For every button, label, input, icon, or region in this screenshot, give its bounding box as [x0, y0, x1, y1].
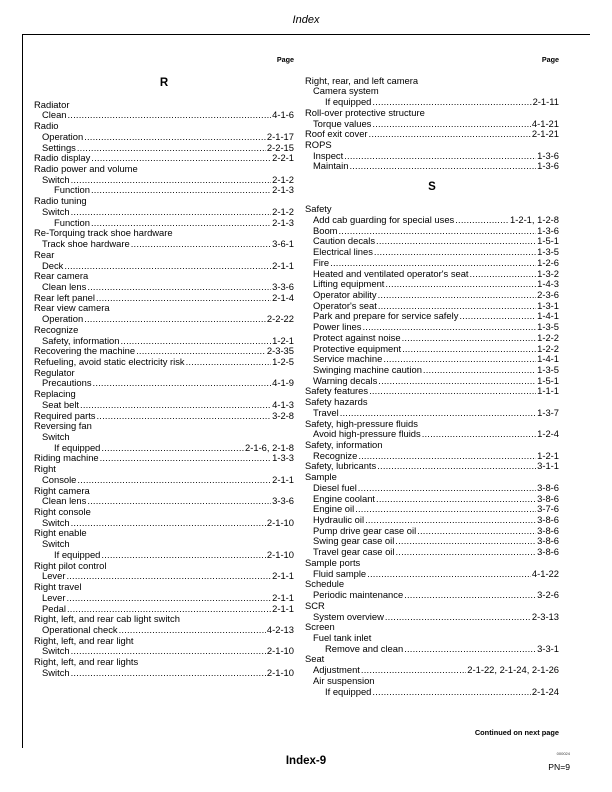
section-letter: R: [159, 76, 169, 89]
dot-leader: [68, 110, 272, 121]
index-term: Safety, information: [305, 439, 383, 450]
index-term: Re-Torquing track shoe hardware: [34, 227, 173, 239]
dot-leader: [340, 408, 536, 419]
dot-leader: [417, 526, 536, 537]
dot-leader: [378, 376, 536, 387]
index-term: Regulator: [34, 366, 75, 378]
index-entry: [34, 100, 294, 111]
index-entry: [305, 408, 559, 419]
index-term: Riding machine: [34, 452, 99, 464]
index-term: Seat: [305, 653, 325, 665]
page-reference: 2-1-3: [272, 184, 294, 196]
page-reference: 1-5-1: [537, 374, 559, 386]
dot-leader: [378, 290, 537, 301]
index-entry: [305, 590, 559, 601]
index-term: Camera system: [313, 85, 379, 97]
dot-leader: [377, 461, 536, 472]
page-reference: 1-3-5: [537, 321, 559, 333]
index-term: Clean lens: [42, 495, 87, 507]
index-term: Right pilot control: [34, 559, 107, 571]
index-entry: [34, 582, 294, 593]
index-term: Radio: [34, 120, 59, 132]
index-entry: [305, 483, 559, 494]
page-reference: 4-1-6: [272, 109, 294, 121]
index-term: Operator's seat: [313, 299, 377, 311]
page-reference: 2-1-24: [531, 685, 559, 697]
index-term: Switch: [42, 666, 70, 678]
dot-leader: [84, 132, 266, 143]
index-term: Avoid high-pressure fluids: [313, 428, 421, 440]
dot-leader: [372, 687, 530, 698]
index-term: Replacing: [34, 388, 76, 400]
page-reference: 1-2-1: [537, 449, 559, 461]
index-term: Operator ability: [313, 288, 377, 300]
index-entry: [305, 397, 559, 408]
dot-leader: [404, 644, 536, 655]
page-reference: 2-2-15: [266, 141, 294, 153]
index-term: Recognize: [313, 449, 358, 461]
index-term: Track shoe hardware: [42, 238, 130, 250]
index-term: Safety: [305, 203, 332, 215]
dot-leader: [372, 119, 531, 130]
index-entry: [305, 129, 559, 140]
page-reference: 1-2-2: [537, 342, 559, 354]
index-term: Radiator: [34, 98, 70, 110]
index-term: Fluid sample: [313, 567, 367, 579]
index-term: Protective equipment: [313, 342, 402, 354]
index-entry: [34, 196, 294, 207]
index-entry: [34, 593, 294, 604]
dot-leader: [64, 261, 271, 272]
index-term: Right travel: [34, 581, 82, 593]
dot-leader: [131, 239, 271, 250]
dot-leader: [376, 494, 536, 505]
index-entry: [305, 108, 559, 119]
dot-leader: [77, 143, 266, 154]
dot-leader: [459, 311, 536, 322]
index-term: Electrical lines: [313, 246, 373, 258]
index-entry: [34, 400, 294, 411]
pn-number: PN=9: [548, 762, 570, 772]
index-term: Right enable: [34, 527, 87, 539]
index-term: System overview: [313, 610, 384, 622]
page-reference: 2-1-21: [531, 128, 559, 140]
index-term: Rear: [34, 248, 55, 260]
dot-leader: [404, 590, 536, 601]
dot-leader: [71, 207, 271, 218]
index-term: Operational check: [42, 623, 118, 635]
dot-leader: [423, 365, 536, 376]
index-term: If equipped: [325, 685, 372, 697]
index-term: Engine oil: [313, 503, 355, 515]
page-reference: 1-3-6: [537, 149, 559, 161]
index-term: Radio display: [34, 152, 91, 164]
dot-leader: [358, 483, 536, 494]
index-entry: [34, 421, 294, 432]
dot-leader: [91, 185, 271, 196]
dot-leader: [349, 161, 536, 172]
page-reference: 4-1-3: [272, 398, 294, 410]
index-term: Rear left panel: [34, 291, 95, 303]
page-reference: 1-2-1: [272, 334, 294, 346]
index-entry: [305, 612, 559, 623]
document-code: 000024: [556, 751, 570, 756]
index-entries: [34, 100, 294, 679]
index-term: Air suspension: [313, 674, 375, 686]
index-term: Safety, high-pressure fluids: [305, 417, 418, 429]
index-term: Warning decals: [313, 374, 378, 386]
index-entry: [305, 215, 559, 226]
page-reference: 4-2-13: [266, 623, 294, 635]
dot-leader: [77, 475, 271, 486]
index-term: Power lines: [313, 321, 362, 333]
page-reference: 2-1-1: [272, 259, 294, 271]
index-entry: [305, 461, 559, 472]
index-term: Deck: [42, 259, 64, 271]
dot-leader: [422, 429, 536, 440]
index-entry: [34, 507, 294, 518]
page-reference: 2-1-10: [266, 516, 294, 528]
index-term: Safety hazards: [305, 396, 368, 408]
index-entry: [34, 453, 294, 464]
index-term: Remove and clean: [325, 642, 404, 654]
index-term: Switch: [42, 431, 70, 442]
index-term: Lifting equipment: [313, 278, 385, 290]
index-term: Sample ports: [305, 556, 361, 568]
page-reference: 4-1-22: [531, 567, 559, 579]
index-term: Hydraulic oil: [313, 514, 365, 526]
page-column-label: Page: [541, 55, 559, 64]
index-term: Lever: [42, 570, 66, 582]
index-term: ROPS: [305, 139, 332, 151]
index-term: Swinging machine caution: [313, 363, 422, 375]
dot-leader: [470, 269, 537, 280]
index-term: Safety, lubricants: [305, 460, 377, 472]
index-term: Adjustment: [313, 664, 360, 676]
dot-leader: [66, 593, 271, 604]
index-entries: [305, 76, 559, 172]
index-entry: [34, 164, 294, 175]
dot-leader: [374, 247, 536, 258]
index-entry: [34, 132, 294, 143]
index-term: Precautions: [42, 377, 92, 389]
page-reference: 2-1-1: [272, 591, 294, 603]
index-term: Swing gear case oil: [313, 535, 395, 547]
page-reference: 3-7-6: [537, 503, 559, 515]
dot-leader: [402, 333, 537, 344]
page-reference: 4-1-9: [272, 377, 294, 389]
dot-leader: [376, 236, 536, 247]
index-term: Diesel fuel: [313, 481, 357, 493]
index-entry: [305, 247, 559, 258]
page-reference: 3-8-6: [537, 481, 559, 493]
index-term: Right, left, and rear cab light switch: [34, 613, 180, 625]
page-reference: 1-3-5: [537, 363, 559, 375]
index-term: Operation: [42, 313, 84, 325]
page-reference: 1-3-6: [537, 224, 559, 236]
dot-leader: [71, 668, 266, 679]
index-term: Roll-over protective structure: [305, 106, 425, 118]
page-reference: 2-3-6: [537, 288, 559, 300]
index-term: Refueling, avoid static electricity risk: [34, 355, 185, 367]
page-reference: 2-1-10: [266, 666, 294, 678]
index-term: Boom: [313, 224, 338, 236]
continued-note: Continued on next page: [474, 728, 559, 737]
index-entry: [305, 687, 559, 698]
index-term: Torque values: [313, 117, 372, 129]
page-reference: 2-1-17: [266, 130, 294, 142]
page-reference: 3-3-1: [537, 642, 559, 654]
index-term: Maintain: [313, 160, 349, 172]
dot-leader: [344, 151, 536, 162]
dot-leader: [87, 496, 271, 507]
index-term: Heated and ventilated operator's seat: [313, 267, 469, 279]
index-term: If equipped: [54, 548, 101, 560]
page-reference: 2-1-10: [266, 645, 294, 657]
index-term: Clean lens: [42, 280, 87, 292]
page-reference: 3-3-6: [272, 495, 294, 507]
index-term: Function: [54, 216, 90, 228]
index-term: Right camera: [34, 484, 90, 496]
index-term: Switch: [42, 173, 70, 185]
page-reference: 3-8-6: [537, 524, 559, 536]
header-rule: [22, 34, 590, 35]
index-term: Recovering the machine: [34, 345, 136, 357]
index-term: Recognize: [34, 323, 79, 335]
index-term: Schedule: [305, 578, 345, 590]
page-reference: 1-5-1: [537, 235, 559, 247]
index-entry: [305, 258, 559, 269]
page-reference: 2-2-1: [272, 152, 294, 164]
page-reference: 1-3-1: [537, 299, 559, 311]
page-reference: 1-2-6: [537, 256, 559, 268]
index-term: Travel gear case oil: [313, 546, 395, 558]
index-term: Settings: [42, 141, 76, 153]
dot-leader: [100, 453, 271, 464]
dot-leader: [330, 258, 536, 269]
dot-leader: [96, 293, 271, 304]
page-reference: 3-2-8: [272, 409, 294, 421]
index-term: Radio power and volume: [34, 163, 138, 175]
index-term: Fire: [313, 256, 330, 268]
index-entry: [305, 676, 559, 687]
dot-leader: [358, 451, 536, 462]
page-reference: 2-1-1: [272, 473, 294, 485]
dot-leader: [455, 215, 509, 226]
page-reference: 2-1-22, 2-1-24, 2-1-26: [467, 664, 559, 676]
index-term: Right console: [34, 506, 91, 518]
index-term: Right: [34, 463, 56, 475]
index-entry: [305, 161, 559, 172]
index-term: Sample: [305, 471, 337, 483]
index-entry: [305, 140, 559, 151]
page-reference: 1-3-5: [537, 246, 559, 258]
index-term: Engine coolant: [313, 492, 376, 504]
page-reference: 3-8-6: [537, 514, 559, 526]
page-reference: 3-8-6: [537, 546, 559, 558]
page-reference: 3-6-1: [272, 238, 294, 250]
dot-leader: [101, 443, 244, 454]
index-entry: [34, 657, 294, 668]
page-reference: 3-1-1: [537, 460, 559, 472]
page-reference: 1-3-3: [272, 452, 294, 464]
page-reference: 2-1-11: [532, 96, 559, 108]
page-column-label: Page: [276, 55, 294, 64]
index-term: SCR: [305, 599, 325, 611]
index-term: Rear camera: [34, 270, 89, 282]
left-margin-rule: [22, 34, 23, 748]
page-reference: 2-1-1: [272, 570, 294, 582]
page-reference: 1-2-4: [537, 428, 559, 440]
page-reference: 1-4-1: [537, 310, 559, 322]
index-term: Switch: [42, 516, 70, 528]
index-term: Rear view camera: [34, 302, 110, 314]
index-term: Right, left, and rear light: [34, 634, 134, 646]
dot-leader: [361, 665, 466, 676]
page-reference: 2-3-13: [531, 610, 559, 622]
page-reference: 1-1-1: [537, 385, 559, 397]
page-reference: 2-1-2: [272, 173, 294, 185]
page-reference: 1-3-6: [537, 160, 559, 172]
page-reference: 2-1-10: [266, 548, 294, 560]
page-reference: 2-2-22: [266, 313, 294, 325]
page-reference: 2-1-3: [272, 216, 294, 228]
index-term: Radio tuning: [34, 195, 87, 207]
index-term: Right, left, and rear lights: [34, 656, 139, 668]
index-term: Roof exit cover: [305, 128, 368, 140]
index-term: Function: [54, 184, 90, 196]
page-reference: 3-3-6: [272, 280, 294, 292]
index-term: Pedal: [42, 602, 66, 614]
index-term: Screen: [305, 621, 335, 633]
page-reference: 1-4-1: [537, 353, 559, 365]
index-entry: [34, 475, 294, 486]
index-term: Fuel tank inlet: [313, 631, 372, 643]
index-entry: [34, 528, 294, 539]
dot-leader: [101, 550, 265, 561]
dot-leader: [93, 378, 272, 389]
index-term: Service machine: [313, 353, 383, 365]
section-letter: S: [428, 181, 436, 194]
index-entry: [305, 333, 559, 344]
page-reference: 2-1-4: [272, 291, 294, 303]
index-term: Pump drive gear case oil: [313, 524, 417, 536]
index-entry: [34, 110, 294, 121]
index-term: Add cab guarding for special uses: [313, 213, 455, 225]
dot-leader: [186, 357, 272, 368]
index-column-right: [305, 55, 559, 697]
header-title: Index: [292, 14, 320, 26]
dot-leader: [80, 400, 271, 411]
dot-leader: [369, 129, 531, 140]
dot-leader: [71, 175, 271, 186]
index-term: Switch: [42, 645, 70, 657]
index-term: Caution decals: [313, 235, 376, 247]
dot-leader: [66, 571, 271, 582]
dot-leader: [87, 282, 271, 293]
index-term: If equipped: [325, 96, 372, 108]
page-reference: 1-3-2: [537, 267, 559, 279]
index-term: If equipped: [54, 441, 101, 453]
index-entry: [305, 601, 559, 612]
page-number: Index-9: [285, 755, 327, 767]
page-reference: 2-1-1: [272, 602, 294, 614]
index-term: Travel: [313, 406, 339, 418]
dot-leader: [119, 625, 266, 636]
index-entry: [34, 325, 294, 336]
dot-leader: [97, 411, 272, 422]
page-reference: 3-2-6: [537, 589, 559, 601]
index-entry: [34, 561, 294, 572]
page-reference: 1-4-3: [537, 278, 559, 290]
index-term: Required parts: [34, 409, 96, 421]
index-term: Lever: [42, 591, 66, 603]
page-reference: 3-8-6: [537, 535, 559, 547]
index-term: Protect against noise: [313, 331, 401, 343]
index-term: Operation: [42, 130, 84, 142]
dot-leader: [84, 314, 266, 325]
dot-leader: [402, 344, 536, 355]
index-term: Clean: [42, 109, 67, 121]
page-reference: 1-2-1, 1-2-8: [510, 213, 559, 225]
dot-leader: [120, 336, 271, 347]
index-entry: [34, 668, 294, 679]
index-term: Safety, information: [42, 334, 120, 346]
dot-leader: [369, 386, 536, 397]
index-entry: [34, 636, 294, 647]
index-term: Safety features: [305, 385, 369, 397]
index-column-left: [34, 55, 294, 679]
index-entry: [305, 644, 559, 655]
index-term: Switch: [42, 205, 70, 217]
index-entry: [34, 250, 294, 261]
index-term: Periodic maintenance: [313, 589, 404, 601]
index-term: Park and prepare for service safely: [313, 310, 459, 322]
index-term: Seat belt: [42, 398, 80, 410]
index-entry: [34, 239, 294, 250]
index-term: Switch: [42, 538, 70, 550]
index-term: Right, rear, and left camera: [305, 74, 419, 86]
index-entries: [305, 204, 559, 697]
page-reference: 1-3-7: [537, 406, 559, 418]
dot-leader: [385, 612, 531, 623]
dot-leader: [395, 547, 536, 558]
dot-leader: [385, 279, 536, 290]
page-reference: 2-1-6, 2-1-8: [245, 441, 294, 453]
index-term: Inspect: [313, 149, 344, 161]
page-reference: 4-1-21: [531, 117, 559, 129]
index-term: Console: [42, 473, 77, 485]
page-reference: 2-1-2: [272, 205, 294, 217]
page-reference: 2-3-35: [266, 345, 294, 357]
page-reference: 3-8-6: [537, 492, 559, 504]
dot-leader: [367, 569, 531, 580]
dot-leader: [395, 536, 536, 547]
page-reference: 1-2-2: [537, 331, 559, 343]
page-reference: 1-2-5: [272, 355, 294, 367]
dot-leader: [71, 518, 266, 529]
dot-leader: [355, 504, 536, 515]
index-term: Reversing fan: [34, 420, 92, 432]
